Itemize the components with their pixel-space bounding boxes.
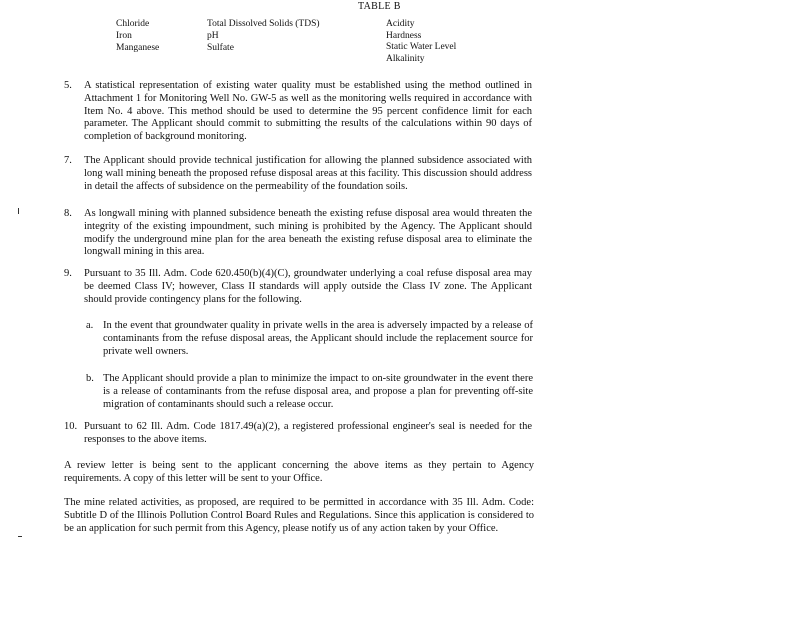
param-alkalinity: Alkalinity bbox=[386, 54, 425, 64]
scan-mark bbox=[18, 208, 19, 214]
item-number: 5. bbox=[64, 80, 72, 91]
item-text: Pursuant to 62 Ill. Adm. Code 1817.49(a)(2), a registered professional engineer's seal is needed for the responses to the above items. bbox=[84, 421, 532, 445]
item-text: Pursuant to 35 Ill. Adm. Code 620.450(b)(4)(C), groundwater underlying a coal refuse disposal area may be deemed Class IV; however, Class II standards will apply outside the Class IV zone. The Applicant should provide contingency plans for the following. bbox=[84, 268, 532, 305]
param-ph: pH bbox=[207, 31, 219, 41]
subitem-letter: b. bbox=[86, 373, 94, 384]
item-text: The Applicant should provide technical justification for allowing the planned subsidence associated with long wall mining beneath the proposed refuse disposal areas at this facility. This discussion should address in detail the affects of subsidence on the permeability of the foundation soils. bbox=[84, 155, 532, 192]
param-static-water-level: Static Water Level bbox=[386, 42, 457, 52]
param-iron: Iron bbox=[116, 31, 132, 41]
param-chloride: Chloride bbox=[116, 19, 150, 29]
subitem-text: The Applicant should provide a plan to minimize the impact to on-site groundwater in the event there is a release of contaminants from the refuse disposal area, and propose a plan for preventing off-site migration of contaminants should such a release occur. bbox=[103, 373, 533, 410]
closing-paragraph: A review letter is being sent to the applicant concerning the above items as they pertain to Agency requirements. A copy of this letter will be sent to your Office. bbox=[64, 460, 534, 484]
subitem-letter: a. bbox=[86, 320, 94, 331]
item-number: 10. bbox=[64, 421, 78, 432]
item-number: 7. bbox=[64, 155, 72, 166]
table-title: TABLE B bbox=[358, 1, 401, 12]
item-text: A statistical representation of existing water quality must be established using the method outlined in Attachment 1 for Monitoring Well No. GW-5 as well as the monitoring wells required in accordance with Item No. 4 above. This method should be used to determine the 95 percent confidence limit for each parameter. The Applicant should commit to submitting the results of the calculations within 90 days of completion of background monitoring. bbox=[84, 80, 532, 143]
scan-mark bbox=[18, 536, 22, 537]
param-acidity: Acidity bbox=[386, 19, 415, 29]
closing-paragraph: The mine related activities, as proposed, are required to be permitted in accordance with 35 Ill. Adm. Code: Subtitle D of the Illinois Pollution Control Board Rules and Regulations. Since this application is considered to be an application for such permit from this Agency, please notify us of any action taken by your Office. bbox=[64, 497, 534, 534]
item-number: 8. bbox=[64, 208, 72, 219]
param-sulfate: Sulfate bbox=[207, 43, 234, 53]
item-number: 9. bbox=[64, 268, 72, 279]
param-tds: Total Dissolved Solids (TDS) bbox=[207, 19, 320, 29]
item-text: As longwall mining with planned subsidence beneath the existing refuse disposal area would threaten the integrity of the existing impoundment, such mining is prohibited by the Agency. The Applicant should modify the underground mine plan for the area beneath the existing refuse disposal area to eliminate the longwall mining in this area. bbox=[84, 208, 532, 258]
param-manganese: Manganese bbox=[116, 43, 160, 53]
subitem-text: In the event that groundwater quality in private wells in the area is adversely impacted by a release of contaminants from the refuse disposal areas, the Applicant should include the replacement source for private well owners. bbox=[103, 320, 533, 357]
param-hardness: Hardness bbox=[386, 31, 422, 41]
